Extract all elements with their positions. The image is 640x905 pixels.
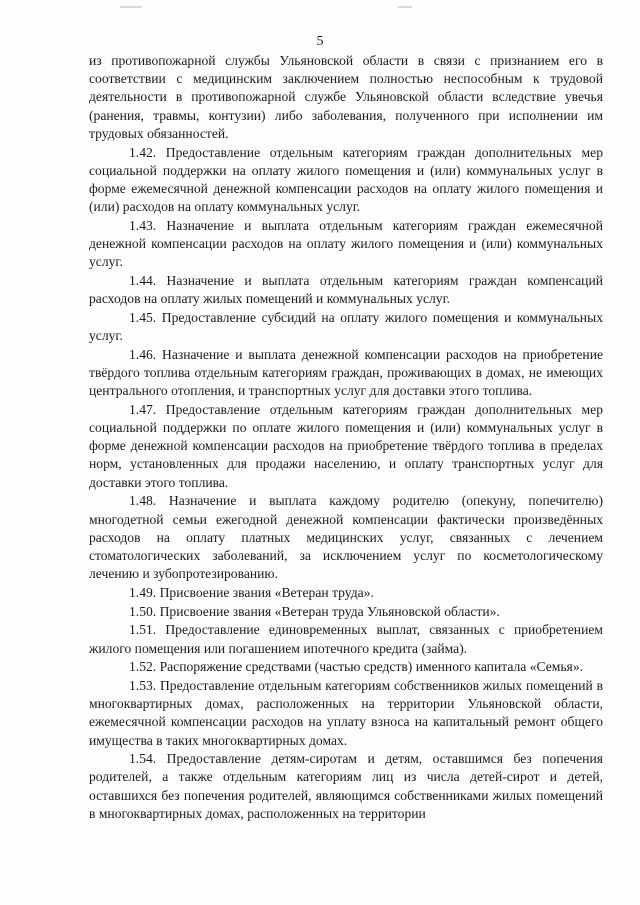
paragraph-1-48: 1.48. Назначение и выплата каждому родителю (опекуну, попечителю) многодетной семьи ежегодной денежной компенсации фактически произведённых расходов на оплату платных медицинских услуг, связанных с лечением стоматологических заболеваний, за исключением услуг по косметологическому лечению и зубопротезированию. <box>89 493 603 582</box>
paragraph-1-54: 1.54. Предоставление детям-сиротам и детям, оставшимся без попечения родителей, а также отдельным категориям лиц из числа детей-сирот и детей, оставшихся без попечения родителей, являющимся собственниками жилых помещений в многоквартирных домах, расположенных на территории <box>89 751 603 821</box>
paragraph-1-50: 1.50. Присвоение звания «Ветеран труда Ульяновской области». <box>129 603 500 619</box>
paragraph-1-44: 1.44. Назначение и выплата отдельным категориям граждан компенсаций расходов на оплату жилых помещений и коммунальных услуг. <box>89 272 603 307</box>
paragraph-continuation: из противопожарной службы Ульяновской области в связи с признанием его в соответствии с медицинским заключением полностью неспособным к трудовой деятельности в противопожарной службе Ульяновской области вследствие увечья (ранения, травмы, контузии) либо заболевания, полученного при исполнении им трудовых обязанностей. <box>89 53 603 141</box>
paragraph-1-49: 1.49. Присвоение звания «Ветеран труда». <box>129 584 374 600</box>
page-number: 5 <box>316 34 324 49</box>
document-body <box>89 52 603 823</box>
paragraph-1-53: 1.53. Предоставление отдельным категориям собственников жилых помещений в многоквартирных домах, расположенных на территории Ульяновской области, ежемесячной компенсации расходов на уплату взноса на капитальный ремонт общего имущества в таких многоквартирных домах. <box>89 677 603 748</box>
paragraph-1-47: 1.47. Предоставление отдельным категориям граждан дополнительных мер социальной поддержки по оплате жилого помещения и (или) коммунальных услуг в форме денежной компенсации расходов на приобретение твёрдого топлива в пределах норм, установленных для продажи населению, и оплату транспортных услуг для доставки этого топлива. <box>89 401 603 490</box>
paragraph-1-42: 1.42. Предоставление отдельным категориям граждан дополнительных мер социальной поддержки на оплату жилого помещения и (или) коммунальных услуг в форме ежемесячной денежной компенсации расходов на оплату жилого помещения и (или) расходов на оплату коммунальных услуг. <box>89 144 603 215</box>
paragraph-1-45: 1.45. Предоставление субсидий на оплату жилого помещения и коммунальных услуг. <box>89 309 603 344</box>
scan-artifact <box>398 6 412 8</box>
paragraph-1-46: 1.46. Назначение и выплата денежной компенсации расходов на приобретение твёрдого топлива отдельным категориям граждан, проживающих в домах, не имеющих центрального отопления, и транспортных услуг для доставки этого топлива. <box>89 346 603 399</box>
paragraph-1-43: 1.43. Назначение и выплата отдельным категориям граждан ежемесячной денежной компенсации расходов на оплату жилого помещения и (или) коммунальных услуг. <box>89 217 603 270</box>
paragraph-1-52: 1.52. Распоряжение средствами (частью средств) именного капитала «Семья». <box>129 659 584 675</box>
paragraph-1-51: 1.51. Предоставление единовременных выплат, связанных с приобретением жилого помещения или погашением ипотечного кредита (займа). <box>89 622 603 656</box>
scan-artifact <box>120 6 142 8</box>
